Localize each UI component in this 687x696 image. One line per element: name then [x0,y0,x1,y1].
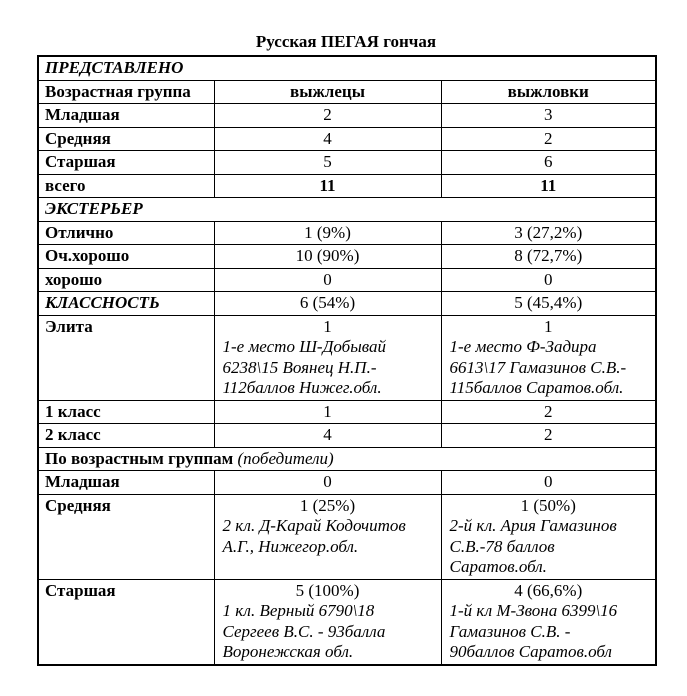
row-label-classiness: КЛАССНОСТЬ [38,292,214,316]
table-row [38,245,656,269]
table-row [38,268,656,292]
cell-elite-males [214,315,441,400]
row-label-excellent: Отлично [38,221,214,245]
elite-males-winner-line: 1-е место Ш-Добывай [222,337,387,356]
cell-byage-junior-females: 0 [441,471,656,495]
cell-byage-senior-males [214,579,441,665]
elite-females-count: 1 [544,316,553,336]
table-row [38,56,656,80]
cell-class1-females: 2 [441,400,656,424]
cell-total-females: 11 [441,174,656,198]
section-by-age-groups-note: (победители) [237,448,334,468]
table-row [38,315,656,400]
table-row [38,198,656,222]
row-label-byage-middle: Средняя [38,494,214,579]
cell-total-males: 11 [214,174,441,198]
cell-very-good-females: 8 (72,7%) [441,245,656,269]
cell-junior-females: 3 [441,104,656,128]
byage-middle-males-winner-line: А.Г., Нижегор.обл. [222,536,359,556]
cell-excellent-females: 3 (27,2%) [441,221,656,245]
table-row [38,494,656,579]
byage-senior-females-count: 4 (66,6%) [514,580,583,600]
table-row [38,104,656,128]
cell-class1-males: 1 [214,400,441,424]
cell-class2-females: 2 [441,424,656,448]
elite-males-count: 1 [323,316,332,336]
byage-senior-males-winner-line: Воронежская обл. [222,642,354,661]
elite-females-winner-line: 1-е место Ф-Задира [449,337,597,356]
table-row [38,471,656,495]
byage-senior-females-winner-line: 1-й кл М-Звона 6399\16 [449,601,618,620]
table-row [38,424,656,448]
row-label-very-good: Оч.хорошо [38,245,214,269]
cell-senior-males: 5 [214,151,441,175]
row-label-byage-senior: Старшая [38,579,214,665]
table-row [38,221,656,245]
section-by-age-groups-label: По возрастным группам [45,448,234,468]
table-row [38,174,656,198]
cell-byage-middle-males [214,494,441,579]
section-by-age-groups [38,447,656,471]
row-label-byage-junior: Младшая [38,471,214,495]
row-label-good: хорошо [38,268,214,292]
row-label-middle: Средняя [38,127,214,151]
elite-females-winner-line: 115баллов Саратов.обл. [449,378,624,397]
cell-good-males: 0 [214,268,441,292]
byage-middle-females-winner-line: Саратов.обл. [449,557,547,576]
cell-very-good-males: 10 (90%) [214,245,441,269]
elite-females-winner-line: 6613\17 Гамазинов С.В.- [449,357,627,377]
table-row [38,400,656,424]
table-row [38,579,656,665]
byage-middle-males-count: 1 (25%) [299,495,356,515]
cell-middle-females: 2 [441,127,656,151]
cell-byage-junior-males: 0 [214,471,441,495]
cell-byage-middle-females [441,494,656,579]
cell-byage-senior-females [441,579,656,665]
byage-middle-females-winner-line: С.В.-78 баллов [449,536,555,556]
byage-middle-females-count: 1 (50%) [520,495,576,515]
table-row [38,447,656,471]
byage-senior-females-winner-line: Гамазинов С.В. - [449,621,571,641]
cell-elite-females [441,315,656,400]
byage-middle-females-winner-line: 2-й кл. Ария Гамазинов [449,516,617,535]
row-label-junior: Младшая [38,104,214,128]
section-represented: ПРЕДСТАВЛЕНО [38,56,656,80]
cell-junior-males: 2 [214,104,441,128]
column-header-males: выжлецы [214,80,441,104]
section-exterior: ЭКСТЕРЬЕР [38,198,656,222]
cell-class2-males: 4 [214,424,441,448]
row-label-elite: Элита [38,315,214,400]
cell-classiness-females: 5 (45,4%) [441,292,656,316]
row-label-class2: 2 класс [38,424,214,448]
row-label-class1: 1 класс [38,400,214,424]
cell-good-females: 0 [441,268,656,292]
byage-senior-females-winner-line: 90баллов Саратов.обл [449,642,612,661]
byage-senior-males-winner-line: 1 кл. Верный 6790\18 [222,601,375,620]
cell-excellent-males: 1 (9%) [214,221,441,245]
cell-classiness-males: 6 (54%) [214,292,441,316]
page-title: Русская ПЕГАЯ гончая [255,32,437,51]
byage-senior-males-winner-line: Сергеев В.С. - 93балла [222,621,386,641]
row-label-total: всего [38,174,214,198]
byage-middle-males-winner-line: 2 кл. Д-Карай Кодочитов [222,516,406,535]
elite-males-winner-line: 6238\15 Воянец Н.П.- [222,357,377,377]
table-row [38,80,656,104]
column-header-age-group: Возрастная группа [38,80,214,104]
row-label-senior: Старшая [38,151,214,175]
column-header-females: выжловки [441,80,656,104]
cell-middle-males: 4 [214,127,441,151]
elite-males-winner-line: 112баллов Нижег.обл. [222,378,382,397]
table-row [38,127,656,151]
table-row [38,151,656,175]
breed-report-table [37,55,657,666]
table-row [38,292,656,316]
byage-senior-males-count: 5 (100%) [295,580,360,600]
cell-senior-females: 6 [441,151,656,175]
